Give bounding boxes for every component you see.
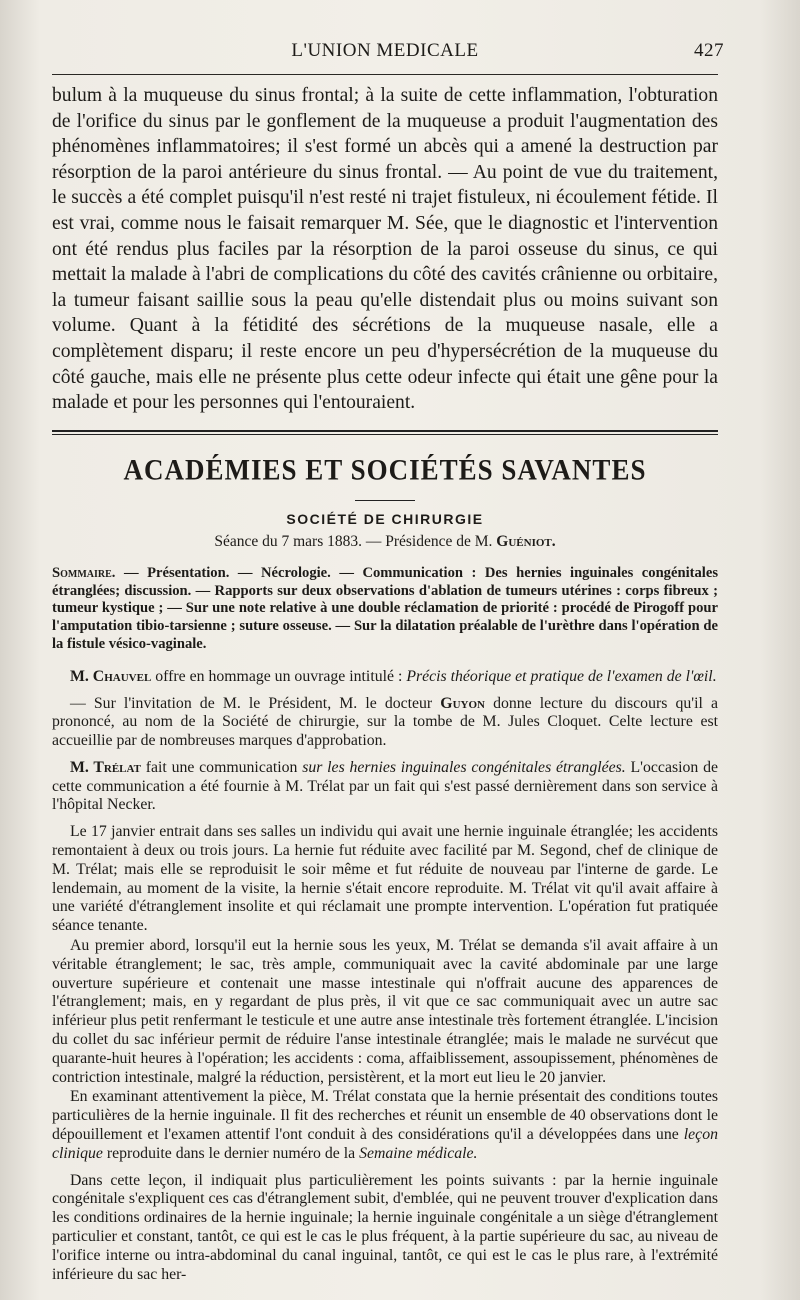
journal-title: L'UNION MEDICALE	[291, 40, 479, 61]
lecon-title: leçon clinique	[52, 1126, 718, 1162]
summary-text: — Présentation. — Nécrologie. — Communication : Des hernies inguinales congénitales étranglées; discussion. — Rapports sur deux observations d'ablation de tumeurs utérines : corps fibreux ; tumeur kystique ; — Sur une note relative à une double réclamation de priorité : procédé de Pirogoff pour l'amputation tibio-tarsienne ; suture osseuse. — Sur la dilatation préalable de l'urèthre dans l'opération de la fistule vésico-vaginale.	[52, 564, 718, 652]
paragraph-text: reproduite dans le dernier numéro de la	[102, 1144, 360, 1162]
paragraph-text: fait une communication	[140, 758, 303, 776]
continued-paragraph: bulum à la muqueuse du sinus frontal; à la suite de cette inflammation, l'obturation de l'orifice du sinus par le gonflement de la muqueuse a produit l'augmentation des phénomènes inflammatoires; il s'est formé un abcès qui a amené la destruction par résorption de la paroi antérieure du sinus frontal. — Au point de vue du traitement, le succès a été complet puisqu'il n'est resté ni trajet fistuleux, ni écoulement fétide. Il est vrai, comme nous le faisait remarquer M. Sée, que le diagnostic et l'intervention ont été rendus plus faciles par la résorption de la paroi osseuse du sinus, ce qui mettait la malade à l'abri de complications du côté des cavités crânienne ou orbitaire, la tumeur faisant saillie sous la peau qu'elle distendait plus ou moins suivant son volume. Quant à la fétidité des sécrétions de la muqueuse nasale, elle a complètement disparu; il reste encore un peu d'hypersécrétion de la muqueuse du côté gauche, mais elle ne présente plus cette odeur infecte qui était une gêne pour la malade et pour les personnes qui l'entouraient.	[52, 85, 718, 414]
header-rule	[52, 74, 718, 75]
speaker-guyon: Guyon	[440, 694, 485, 712]
paragraph-text: L'occasion de cette communication a été fournie à M. Trélat par un fait qui s'est passé dernièrement dans son service à l'hôpital Necker.	[52, 758, 718, 814]
journal-reference: Semaine médicale.	[359, 1144, 478, 1162]
summary	[52, 565, 718, 654]
president-name: Guéniot.	[496, 532, 556, 550]
running-head	[52, 38, 724, 74]
paragraph-text: En examinant attentivement la pièce, M. Trélat constata que la hernie présentait des conditions toutes particulières de la hernie inguinale. Il fit des recherches et réunit un ensemble de 40 observations dont le dépouillement et l'examen attentif l'ont conduit à des considérations qu'il a développées dans une	[52, 1088, 718, 1144]
page-number: 427	[694, 40, 724, 61]
session-report	[52, 668, 718, 1285]
book-title: Précis théorique et pratique de l'examen de l'œil.	[406, 667, 717, 685]
paragraph-lecon: Dans cette leçon, il indiquait plus particulièrement les points suivants : par la hernie inguinale congénitale s'expliquent ces cas d'étranglement subit, d'emblée, qui ne peuvent trouver d'explication dans les conditions ordinaires de la hernie inguinale; la hernie inguinale congénitale a un siège d'étranglement particulier et constant, tantôt, ce qui est le cas le plus fréquent, à la partie supérieure du sac, au niveau de l'orifice interne ou intra-abdominal du canal inguinal, tantôt, ce qui est le cas le plus rare, à l'extrémité inférieure du sac her-	[52, 1171, 718, 1283]
summary-label: Sommaire.	[52, 564, 116, 581]
paragraph-guyon	[52, 695, 718, 751]
paragraph-text: — Sur l'invitation de M. le Président, M. le docteur	[70, 694, 441, 712]
paragraph-text: donne lecture du discours qu'il a prononcé, au nom de la Société de chirurgie, sur la tombe de M. Jules Cloquet. Celte lecture est accueillie par de nombreuses marques d'approbation.	[52, 694, 719, 750]
paragraph-chauvel	[52, 668, 718, 687]
short-divider	[355, 500, 415, 501]
communication-title: sur les hernies inguinales congénitales étranglées.	[302, 758, 626, 776]
paragraph-text: offre en hommage un ouvrage intitulé :	[151, 667, 407, 685]
section-divider	[52, 430, 718, 435]
session-date: Séance du 7 mars 1883. — Présidence de M.	[214, 532, 493, 550]
speaker-trelat: M. Trélat	[70, 758, 141, 776]
paragraph-trelat	[52, 759, 718, 815]
paragraph-operation: Au premier abord, lorsqu'il eut la hernie sous les yeux, M. Trélat se demanda s'il avait affaire à un véritable étranglement; le sac, très ample, communiquait avec la cavité abdominale par une large ouverture supérieure et contenait une masse intestinale qui n'offrait aucune des apparences de l'étranglement; mais, en y regardant de plus près, il vit que ce sac communiquait avec un autre sac inférieur plus petit renfermant le testicule et une autre anse intestinale très fortement étranglée. L'incision du collet du sac inférieur permit de réduire l'anse intestinale étranglée; mais le malade ne survécut que quarante-huit heures à l'opération; les accidents : coma, affaiblissement, assoupissement, phénomènes de contriction intestinale, malgré la réduction, persistèrent, et la mort eut lieu le 20 janvier.	[52, 937, 718, 1086]
paragraph-observations	[52, 1088, 718, 1163]
paragraph-case: Le 17 janvier entrait dans ses salles un individu qui avait une hernie inguinale étranglée; les accidents remontaient à deux ou trois jours. La hernie fut réduite avec facilité par M. Segond, chef de clinique de M. Trélat; mais elle se reproduisit le soir même et fut réduite de nouveau par l'interne de garde. Le lendemain, au moment de la visite, la hernie s'était encore reproduite. M. Trélat vit qu'il avait affaire à une variété d'étranglement insolite et qui réclamait une prompte intervention. L'opération fut pratiquée séance tenante.	[52, 823, 718, 935]
session-line	[52, 533, 718, 551]
speaker-chauvel: M. Chauvel	[70, 667, 152, 685]
society-title: SOCIÉTÉ DE CHIRURGIE	[286, 510, 484, 527]
section-title: ACADÉMIES ET SOCIÉTÉS SAVANTES	[123, 453, 647, 486]
